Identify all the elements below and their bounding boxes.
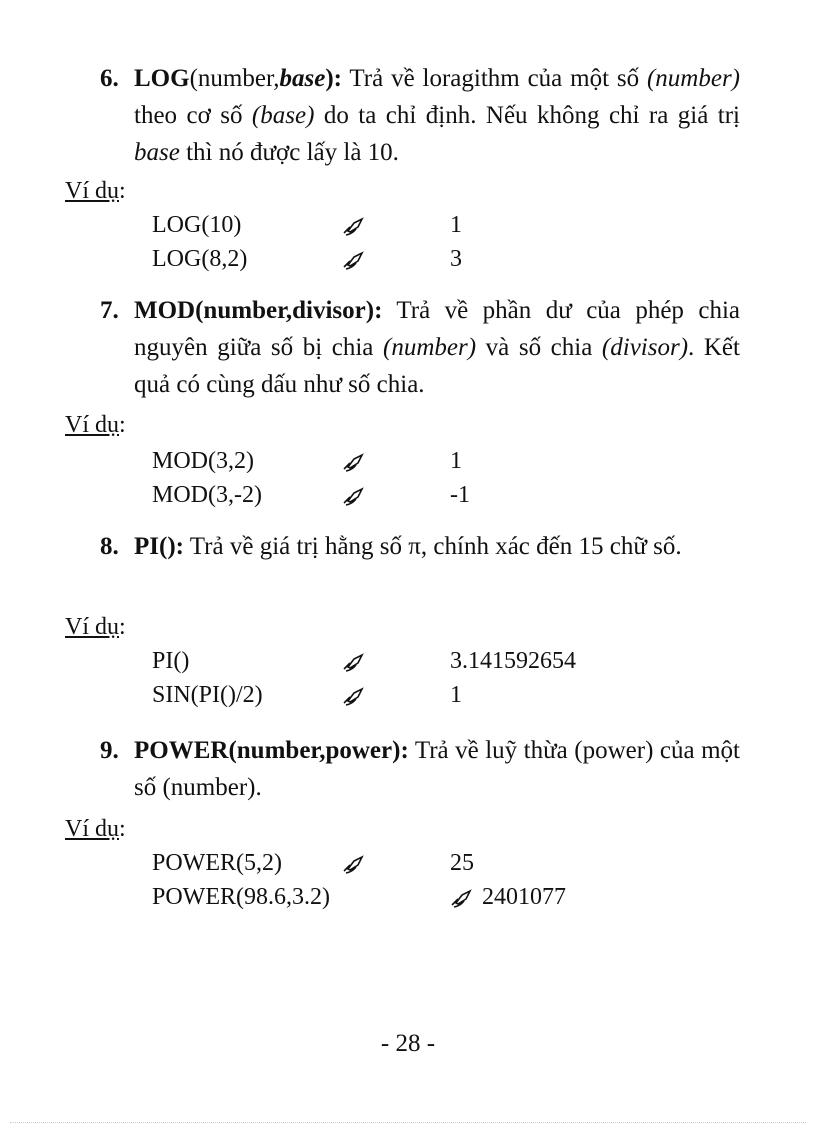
writing-hand-icon — [342, 215, 366, 237]
writing-hand-icon — [342, 485, 366, 507]
item-description: POWER(number,power): Trả về luỹ thừa (power) của một số (number). — [134, 737, 740, 801]
example-function: POWER(5,2) — [152, 850, 282, 876]
page-number: - 28 - — [380, 1030, 436, 1057]
example-label: Ví dụ: — [65, 178, 126, 204]
item-number: 7. — [100, 297, 119, 324]
example-function: POWER(98.6,3.2) — [152, 884, 330, 910]
writing-hand-icon — [342, 249, 366, 271]
example-function: LOG(8,2) — [152, 246, 248, 272]
example-function: MOD(3,2) — [152, 448, 254, 474]
example-result: 1 — [450, 212, 462, 238]
example-function: MOD(3,-2) — [152, 482, 262, 508]
item-mod — [100, 292, 740, 403]
writing-hand-icon — [450, 887, 474, 909]
item-description: MOD(number,divisor): Trả về phần dư của phép chia nguyên giữa số bị chia (number) và số chia (divisor). Kết quả có cùng dấu như số chia. — [134, 297, 740, 398]
item-power — [100, 732, 740, 806]
item-number: 6. — [100, 65, 119, 92]
writing-hand-icon — [342, 651, 366, 673]
example-result: 25 — [450, 850, 474, 876]
function-name: LOG — [134, 65, 190, 92]
function-name: POWER — [134, 737, 229, 764]
example-function: PI() — [152, 648, 190, 674]
example-result: 1 — [450, 682, 462, 708]
example-result: 2401077 — [482, 884, 566, 910]
example-label: Ví dụ: — [65, 412, 126, 438]
example-result: 1 — [450, 448, 462, 474]
function-name: PI — [134, 533, 159, 560]
writing-hand-icon — [342, 451, 366, 473]
item-description: LOG(number,base): Trả về loragithm của một số (number) theo cơ số (base) do ta chỉ định. Nếu không chỉ ra giá trị base thì nó được lấy là 10. — [134, 65, 740, 166]
writing-hand-icon — [342, 685, 366, 707]
item-log — [100, 60, 740, 171]
writing-hand-icon — [342, 853, 366, 875]
example-result: 3.141592654 — [450, 648, 576, 674]
item-description: PI(): Trả về giá trị hằng số π, chính xác đến 15 chữ số. — [134, 533, 682, 560]
example-label: Ví dụ: — [65, 614, 126, 640]
item-pi — [100, 528, 740, 565]
example-result: 3 — [450, 246, 462, 272]
example-function: LOG(10) — [152, 212, 242, 238]
example-function: SIN(PI()/2) — [152, 682, 263, 708]
example-label: Ví dụ: — [65, 816, 126, 842]
function-name: MOD — [134, 297, 196, 324]
example-result: -1 — [450, 482, 470, 508]
item-number: 8. — [100, 533, 119, 560]
item-number: 9. — [100, 737, 119, 764]
